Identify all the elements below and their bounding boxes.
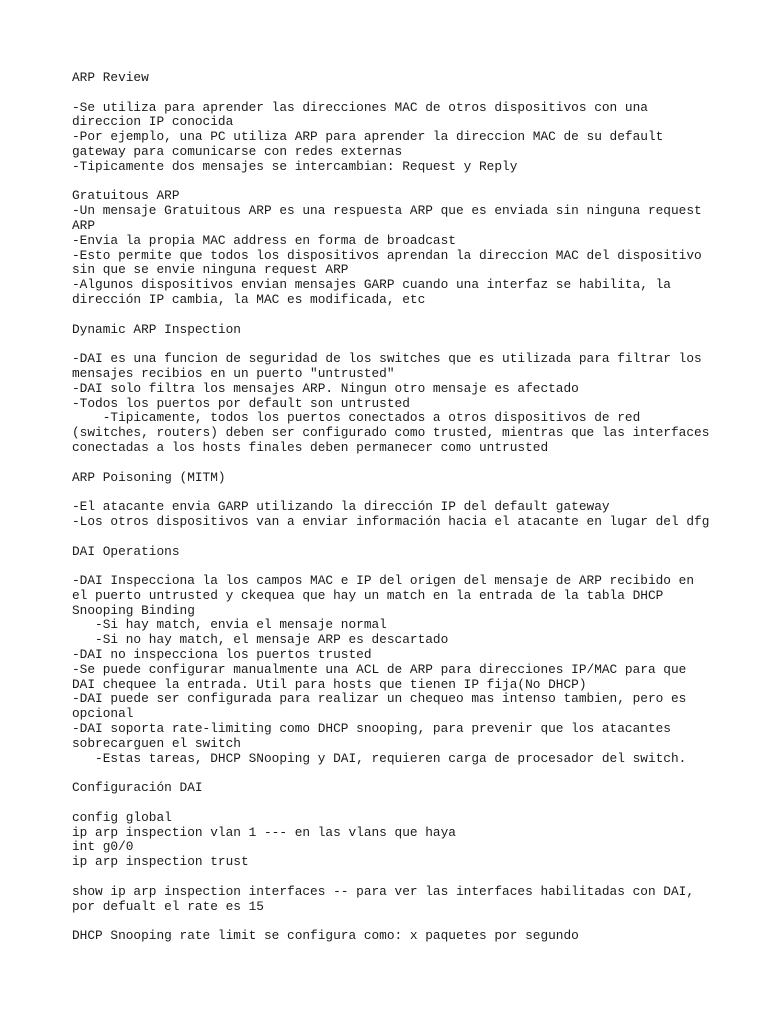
- text-line: mensajes recibios en un puerto "untrusted": [72, 365, 395, 381]
- text-line: -Envia la propia MAC address en forma de broadcast: [72, 232, 456, 248]
- blank-line: [72, 485, 762, 500]
- blank-line: [72, 796, 762, 811]
- text-line: Dynamic ARP Inspection: [72, 321, 241, 337]
- text-line: -DAI Inspecciona la los campos MAC e IP del origen del mensaje de ARP recibido en: [72, 573, 695, 589]
- text-line: direccion IP conocida: [72, 114, 234, 130]
- text-line: dirección IP cambia, la MAC es modificada, etc: [72, 291, 426, 307]
- text-line: -Algunos dispositivos envian mensajes GARP cuando una interfaz se habilita, la: [72, 277, 671, 293]
- blank-line: [72, 559, 762, 574]
- text-line: -Todos los puertos por default son untrusted: [72, 395, 410, 411]
- text-line: ARP: [72, 217, 96, 233]
- text-line: -El atacante envia GARP utilizando la dirección IP del default gateway: [72, 499, 610, 515]
- text-line: sobrecarguen el switch: [72, 735, 241, 751]
- text-line: el puerto untrusted y ckequea que hay un match en la entrada de la tabla DHCP: [72, 587, 664, 603]
- blank-line: [72, 870, 762, 885]
- text-line: -DAI solo filtra los mensajes ARP. Ningun otro mensaje es afectado: [72, 380, 579, 396]
- text-line: -Tipicamente, todos los puertos conectados a otros dispositivos de red: [72, 410, 641, 426]
- text-line: conectadas a los hosts finales deben permanecer como untrusted: [72, 439, 549, 455]
- text-line: -Un mensaje Gratuitous ARP es una respuesta ARP que es enviada sin ninguna request: [72, 203, 702, 219]
- text-line: ARP Poisoning (MITM): [72, 469, 226, 485]
- text-line: -Se utiliza para aprender las direcciones MAC de otros dispositivos con una: [72, 99, 648, 115]
- blank-line: [72, 175, 762, 190]
- text-line: Gratuitous ARP: [72, 188, 180, 204]
- text-line: DAI chequee la entrada. Util para hosts que tienen IP fija(No DHCP): [72, 676, 587, 692]
- blank-line: [72, 308, 762, 323]
- text-line: -Estas tareas, DHCP SNooping y DAI, requieren carga de procesador del switch.: [72, 750, 687, 766]
- blank-line: [72, 456, 762, 471]
- text-line: por defualt el rate es 15: [72, 898, 264, 914]
- text-line: DHCP Snooping rate limit se configura como: x paquetes por segundo: [72, 928, 579, 944]
- text-line: (switches, routers) deben ser configurado como trusted, mientras que las interfaces: [72, 425, 710, 441]
- text-line: Snooping Binding: [72, 602, 195, 618]
- text-line: -Por ejemplo, una PC utiliza ARP para aprender la direccion MAC de su default: [72, 129, 664, 145]
- blank-line: [72, 766, 762, 781]
- text-line: -DAI soporta rate-limiting como DHCP snooping, para prevenir que los atacantes: [72, 721, 671, 737]
- text-line: int g0/0: [72, 839, 134, 855]
- text-line: -Esto permite que todos los dispositivos aprendan la direccion MAC del dispositivo: [72, 247, 702, 263]
- text-line: -Se puede configurar manualmente una ACL de ARP para direcciones IP/MAC para que: [72, 661, 687, 677]
- text-line: show ip arp inspection interfaces -- para ver las interfaces habilitadas con DAI,: [72, 883, 695, 899]
- blank-line: [72, 530, 762, 545]
- text-line: DAI Operations: [72, 543, 180, 559]
- text-line: opcional: [72, 706, 134, 722]
- text-line: ip arp inspection vlan 1 --- en las vlans que haya: [72, 824, 456, 840]
- text-line: -DAI no inspecciona los puertos trusted: [72, 647, 372, 663]
- text-line: -Si hay match, envia el mensaje normal: [72, 617, 387, 633]
- text-line: -DAI puede ser configurada para realizar un chequeo mas intenso tambien, pero es: [72, 691, 687, 707]
- text-line: sin que se envie ninguna request ARP: [72, 262, 349, 278]
- document-body: [72, 71, 762, 944]
- text-line: ARP Review: [72, 70, 149, 85]
- text-line: gateway para comunicarse con redes externas: [72, 143, 403, 159]
- text-line: -Tipicamente dos mensajes se intercambian: Request y Reply: [72, 158, 518, 174]
- blank-line: [72, 914, 762, 929]
- text-line: Configuración DAI: [72, 780, 203, 796]
- text-line: -DAI es una funcion de seguridad de los switches que es utilizada para filtrar los: [72, 351, 702, 367]
- text-line: ip arp inspection trust: [72, 854, 249, 870]
- text-line: config global: [72, 809, 172, 825]
- text-line: -Los otros dispositivos van a enviar información hacia el atacante en lugar del dfg: [72, 513, 710, 529]
- blank-line: [72, 86, 762, 101]
- text-line: -Si no hay match, el mensaje ARP es descartado: [72, 632, 449, 648]
- blank-line: [72, 337, 762, 352]
